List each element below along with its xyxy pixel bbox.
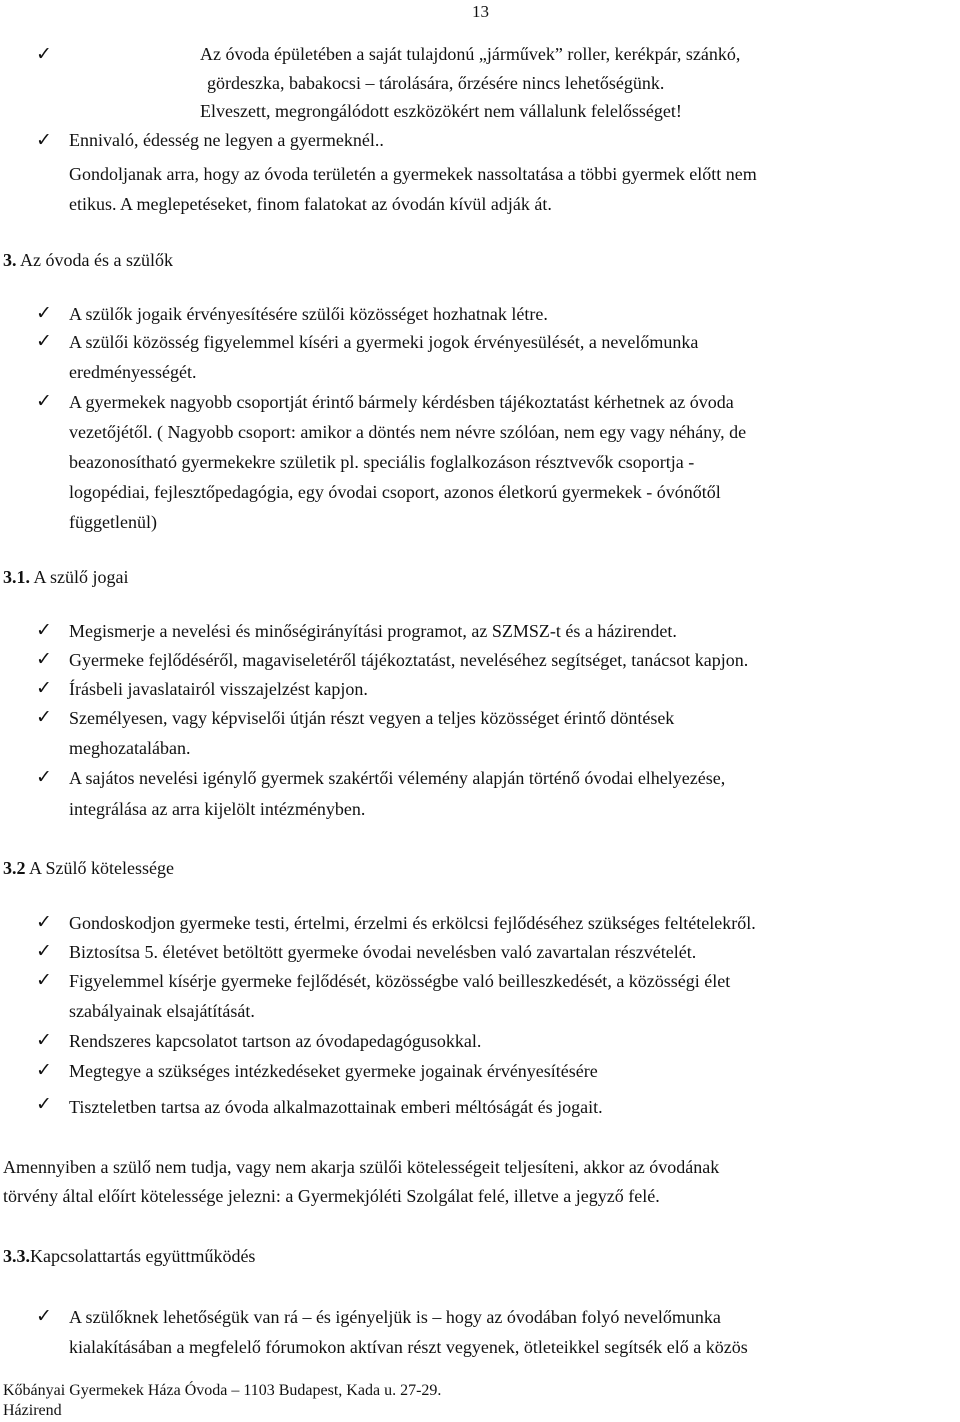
footer-address: Kőbányai Gyermekek Háza Óvoda – 1103 Budapest, Kada u. 27-29. (3, 1382, 442, 1399)
section-title: Az óvoda és a szülők (16, 250, 173, 270)
list-item-line: Rendszeres kapcsolatot tartson az óvodapedagógusokkal. (69, 1031, 482, 1051)
list-item-line: logopédiai, fejlesztőpedagógia, egy óvodai csoport, azonos életkorú gyermekek - óvónőtől (69, 482, 721, 502)
check-icon: ✓ (36, 1059, 52, 1081)
list-item-line: Gyermeke fejlődéséről, magaviseletéről tájékoztatást, neveléséhez segítséget, tanácsot kapjon. (69, 650, 749, 670)
section-heading (3, 1245, 255, 1267)
paragraph-line: törvény által előírt kötelessége jelezni: a Gyermekjóléti Szolgálat felé, illetve a jegyző felé. (3, 1186, 660, 1206)
section-number: 3. (3, 250, 17, 270)
list-item-line: Az óvoda épületében a saját tulajdonú „járművek” roller, kerékpár, szánkó, (200, 44, 741, 64)
check-icon: ✓ (36, 940, 52, 962)
check-icon: ✓ (36, 43, 52, 65)
list-item-line: Gondoskodjon gyermeke testi, értelmi, érzelmi és erkölcsi fejlődéséhez szükséges feltételekről. (69, 913, 756, 933)
check-icon: ✓ (36, 677, 52, 699)
list-item-line: Elveszett, megrongálódott eszközökért nem vállalunk felelősséget! (200, 101, 682, 121)
check-icon: ✓ (36, 129, 52, 151)
section-title: Kapcsolattartás együttműködés (30, 1246, 256, 1266)
check-icon: ✓ (36, 390, 52, 412)
footer-document-title: Házirend (3, 1402, 62, 1419)
check-icon: ✓ (36, 1029, 52, 1051)
list-item-line: szabályainak elsajátítását. (69, 1001, 255, 1021)
list-item-line: A szülői közösség figyelemmel kíséri a gyermeki jogok érvényesülését, a nevelőmunka (69, 332, 699, 352)
check-icon: ✓ (36, 969, 52, 991)
list-item-line: gördeszka, babakocsi – tárolására, őrzésére nincs lehetőségünk. (207, 73, 665, 93)
list-item-line: Személyesen, vagy képviselői útján részt vegyen a teljes közösséget érintő döntések (69, 708, 675, 728)
section-title: A Szülő kötelessége (25, 858, 174, 878)
paragraph-line: Amennyiben a szülő nem tudja, vagy nem akarja szülői kötelességeit teljesíteni, akkor az óvodának (3, 1157, 720, 1177)
list-item-line: meghozatalában. (69, 738, 191, 758)
section-heading (3, 566, 129, 588)
check-icon: ✓ (36, 1093, 52, 1115)
list-item-line: beazonosítható gyermekekre születik pl. speciális foglalkozáson résztvevők csoportja - (69, 452, 695, 472)
section-title: A szülő jogai (30, 567, 129, 587)
check-icon: ✓ (36, 1305, 52, 1327)
section-number: 3.2 (3, 858, 26, 878)
check-icon: ✓ (36, 766, 52, 788)
section-number: 3.3. (3, 1246, 30, 1266)
check-icon: ✓ (36, 330, 52, 352)
page-number: 13 (472, 2, 489, 21)
list-item-line: függetlenül) (69, 512, 157, 532)
section-number: 3.1. (3, 567, 30, 587)
list-item-line: vezetőjétől. ( Nagyobb csoport: amikor a döntés nem névre szólóan, nem egy vagy néhány, de (69, 422, 747, 442)
list-item-line: A gyermekek nagyobb csoportját érintő bármely kérdésben tájékoztatást kérhetnek az óvoda (69, 392, 734, 412)
list-item-line: Írásbeli javaslatairól visszajelzést kapjon. (69, 679, 368, 699)
check-icon: ✓ (36, 302, 52, 324)
section-heading (3, 249, 173, 271)
list-item-line: eredményességét. (69, 362, 197, 382)
list-item-line: kialakításában a megfelelő fórumokon aktívan részt vegyenek, ötleteikkel segítsék elő a közös (69, 1337, 748, 1357)
check-icon: ✓ (36, 648, 52, 670)
list-item-line: integrálása az arra kijelölt intézményben. (69, 799, 366, 819)
list-item-line: Ennivaló, édesség ne legyen a gyermeknél.. (69, 130, 384, 150)
list-item-line: Megismerje a nevelési és minőségirányítási programot, az SZMSZ-t és a házirendet. (69, 621, 677, 641)
section-heading (3, 857, 174, 879)
list-item-line: Biztosítsa 5. életévet betöltött gyermeke óvodai nevelésben való zavartalan részvételét. (69, 942, 697, 962)
list-item-line: Megtegye a szükséges intézkedéseket gyermeke jogainak érvényesítésére (69, 1061, 598, 1081)
check-icon: ✓ (36, 706, 52, 728)
paragraph-line: Gondoljanak arra, hogy az óvoda területén a gyermekek nassoltatása a többi gyermek előtt nem (69, 164, 757, 184)
check-icon: ✓ (36, 619, 52, 641)
check-icon: ✓ (36, 911, 52, 933)
list-item-line: A sajátos nevelési igénylő gyermek szakértői vélemény alapján történő óvodai elhelyezése, (69, 768, 726, 788)
list-item-line: Tiszteletben tartsa az óvoda alkalmazottainak emberi méltóságát és jogait. (69, 1097, 603, 1117)
list-item-line: A szülők jogaik érvényesítésére szülői közösséget hozhatnak létre. (69, 304, 548, 324)
paragraph-line: etikus. A meglepetéseket, finom falatokat az óvodán kívül adják át. (69, 194, 552, 214)
list-item-line: Figyelemmel kísérje gyermeke fejlődését, közösségbe való beilleszkedését, a közösségi élet (69, 971, 731, 991)
list-item-line: A szülőknek lehetőségük van rá – és igényeljük is – hogy az óvodában folyó nevelőmunka (69, 1307, 721, 1327)
